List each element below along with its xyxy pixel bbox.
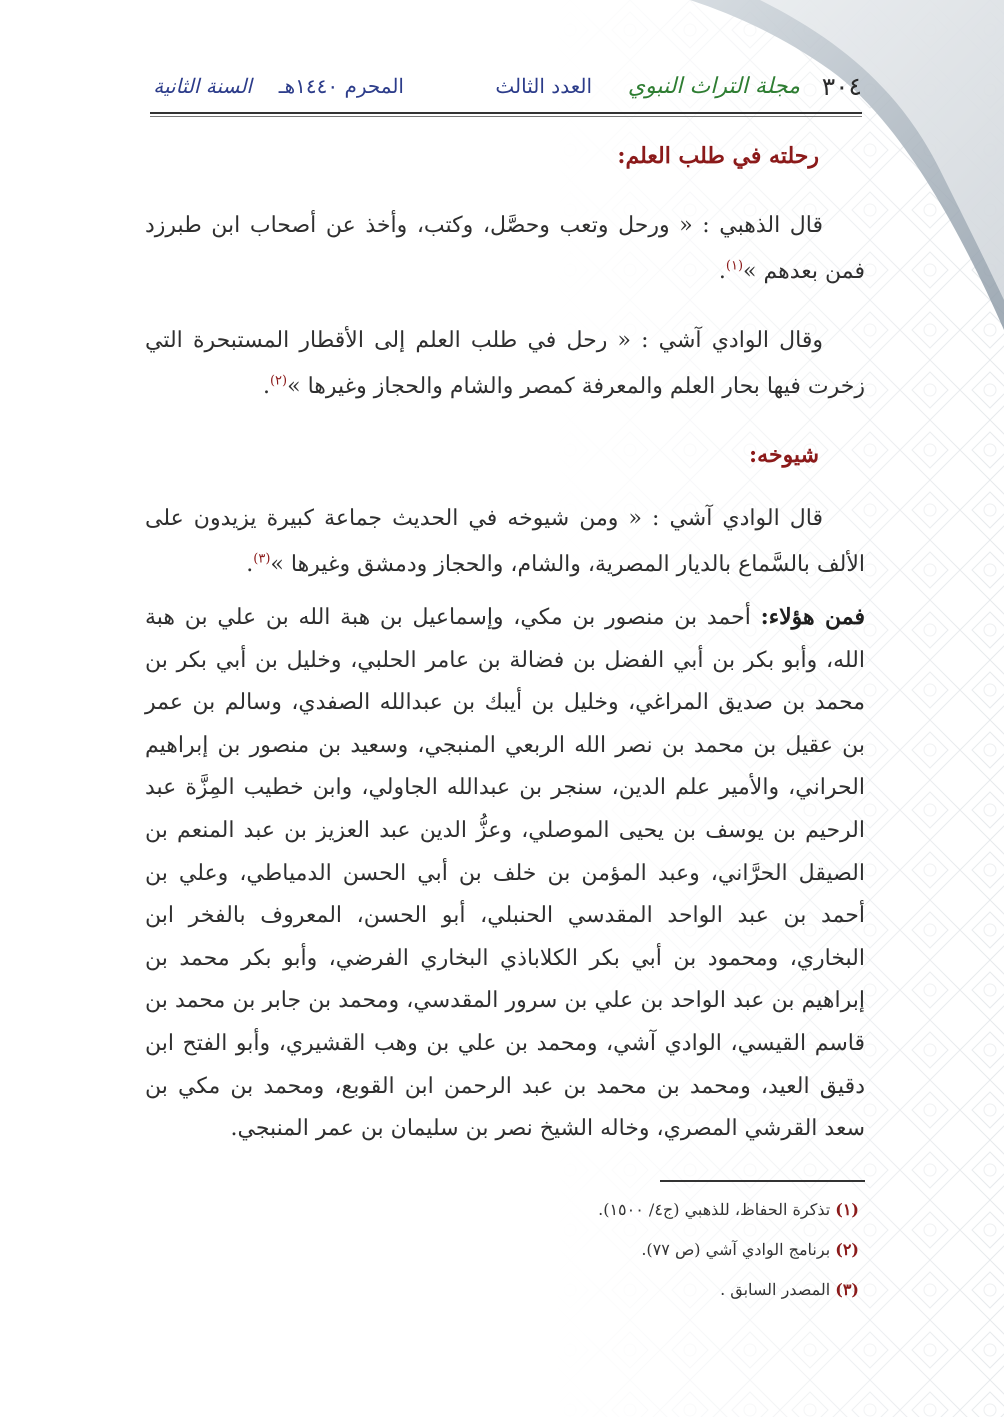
paragraph-end: .	[718, 259, 726, 284]
issue-label: العدد الثالث	[495, 74, 592, 98]
paragraph-teachers-list	[145, 596, 865, 1151]
footnote-ref-3[interactable]: (٣)	[253, 551, 271, 567]
paragraph-wadi-ashi-travel	[145, 318, 865, 410]
footnote-3	[720, 1280, 859, 1299]
footnote-number: (٣)	[835, 1280, 859, 1299]
issue-date: المحرم ١٤٤٠هـ	[278, 74, 404, 98]
paragraph-end: .	[262, 374, 270, 399]
list-label: فمن هؤلاء:	[760, 604, 865, 630]
footnote-text: تذكرة الحفاظ، للذهبي (ج٤/ ١٥٠٠).	[598, 1200, 836, 1219]
paragraph-text: وقال الوادي آشي : « رحل في طلب العلم إلى الأقطار المستبحرة التي زخرت فيها بحار العلم والمعرفة كمصر والشام والحجاز وغيرها »	[145, 328, 865, 399]
section-heading-teachers: شيوخه:	[749, 442, 819, 468]
header-rule-thin	[150, 116, 862, 117]
footnote-text: المصدر السابق .	[720, 1280, 836, 1299]
paragraph-dhahabi	[145, 203, 865, 295]
footnote-1	[598, 1200, 859, 1219]
paragraph-text: قال الوادي آشي : « ومن شيوخه في الحديث جماعة كبيرة يزيدون على الألف بالسَّماع بالديار المصرية، والشام، والحجاز ودمشق وغيرها »	[145, 506, 865, 577]
footnote-number: (١)	[835, 1200, 859, 1219]
footnote-text: برنامج الوادي آشي (ص ٧٧).	[641, 1240, 836, 1259]
page-number: ٣٠٤	[821, 72, 862, 101]
paragraph-end: .	[246, 552, 254, 577]
footnote-ref-2[interactable]: (٢)	[269, 373, 288, 389]
journal-title: مجلة التراث النبوي	[627, 74, 800, 99]
header-rule	[150, 112, 862, 114]
section-heading-travels: رحلته في طلب العلم:	[617, 143, 819, 169]
footnote-ref-1[interactable]: (١)	[725, 258, 744, 274]
paragraph-wadi-ashi-teachers	[145, 496, 865, 588]
volume-year: السنة الثانية	[153, 74, 252, 98]
running-header	[150, 68, 862, 110]
footnote-rule	[660, 1180, 865, 1182]
paragraph-text: قال الذهبي : « ورحل وتعب وحصَّل، وكتب، وأخذ عن أصحاب ابن طبرزد فمن بعدهم »	[145, 213, 865, 284]
footnote-number: (٢)	[835, 1240, 859, 1259]
footnote-2	[641, 1240, 859, 1259]
teachers-list-text: أحمد بن منصور بن مكي، وإسماعيل بن هبة الله بن علي بن هبة الله، وأبو بكر بن أبي الفضل بن فضالة بن عامر الحلبي، وخليل بن أبي بكر بن محمد بن صديق المراغي، وخليل بن أيبك بن عبدالله الصفدي، وسالم بن عمر بن عقيل بن محمد بن نصر الله الربعي المنبجي، وسعيد بن منصور بن إبراهيم الحراني، والأمير علم الدين، سنجر بن عبدالله الجاولي، وابن خطيب المِزَّة عبد الرحيم بن يوسف بن يحيى الموصلي، وعزُّ الدين عبد العزيز بن عبد المنعم بن الصيقل الحرَّاني، وعبد المؤمن بن خلف بن أبي الحسن الدمياطي، وعلي بن أحمد بن عبد الواحد المقدسي الحنبلي، أبو الحسن، المعروف بالفخر ابن البخاري، ومحمود بن أبي بكر الكلاباذي البخاري الفرضي، وأبو بكر محمد بن إبراهيم بن عبد الواحد بن علي بن سرور المقدسي، ومحمد بن جابر بن محمد بن قاسم القيسي، الوادي آشي، ومحمد بن علي بن وهب القشيري، وأبو الفتح ابن دقيق العيد، ومحمد بن محمد بن عبد الرحمن ابن القوبع، ومحمد بن مكي بن سعد القرشي المصري، وخاله الشيخ نصر بن سليمان بن عمر المنبجي.	[145, 605, 865, 1142]
